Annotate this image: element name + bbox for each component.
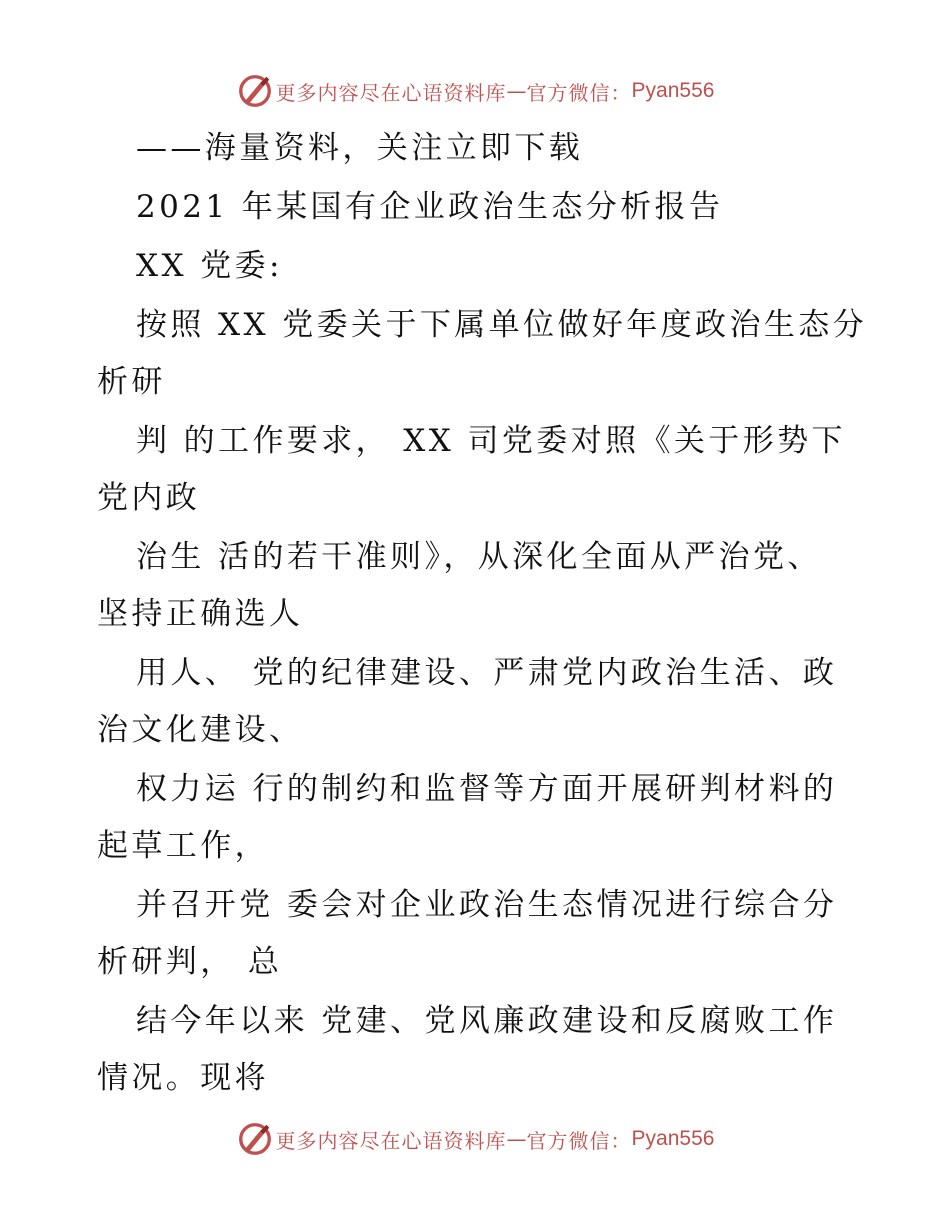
red-circle-pen-icon — [236, 72, 274, 110]
body-line-wrap: 情况。现将 — [97, 1060, 269, 1096]
body-line-wrap: 治文化建设、 — [97, 712, 304, 748]
body-line-wrap: 析研判， 总 — [97, 944, 283, 980]
watermark-separator: — — [506, 79, 527, 103]
body-line-wrap: 起草工作， — [97, 828, 269, 864]
watermark-wechat-id: Pyan556 — [631, 1127, 715, 1150]
body-line: 判 的工作要求， XX 司党委对照《关于形势下 — [136, 423, 846, 459]
watermark-wechat-id: Pyan556 — [631, 79, 715, 102]
body-line: 按照 XX 党委关于下属单位做好年度政治生态分 — [136, 307, 868, 343]
body-line-wrap: 党内政 — [97, 480, 201, 516]
watermark-brand: 更多内容尽在心语资料库 — [275, 1128, 507, 1153]
body-line-wrap: 析研 — [97, 364, 166, 400]
salutation: XX 党委: — [136, 248, 283, 284]
watermark-wechat-label: 官方微信： — [526, 80, 632, 105]
body-line: 并召开党 委会对企业政治生态情况进行综合分 — [136, 887, 838, 923]
header-watermark — [0, 71, 950, 111]
footer-watermark — [0, 1119, 950, 1159]
body-line: 治生 活的若干准则》，从深化全面从严治党、 — [136, 539, 822, 575]
watermark-brand: 更多内容尽在心语资料库 — [275, 80, 507, 105]
body-line-wrap: 坚持正确选人 — [97, 596, 304, 632]
watermark-separator: — — [506, 1127, 527, 1151]
body-line: 权力运 行的制约和监督等方面开展研判材料的 — [136, 771, 838, 807]
promo-line: ——海量资料，关注立即下载 — [136, 130, 584, 166]
watermark-wechat-label: 官方微信： — [526, 1128, 632, 1153]
body-line: 结今年以来 党建、党风廉政建设和反腐败工作 — [136, 1003, 838, 1039]
red-circle-pen-icon — [236, 1120, 274, 1158]
report-title: 2021 年某国有企业政治生态分析报告 — [136, 189, 724, 225]
body-line: 用人、 党的纪律建设、严肃党内政治生活、政 — [136, 655, 838, 691]
